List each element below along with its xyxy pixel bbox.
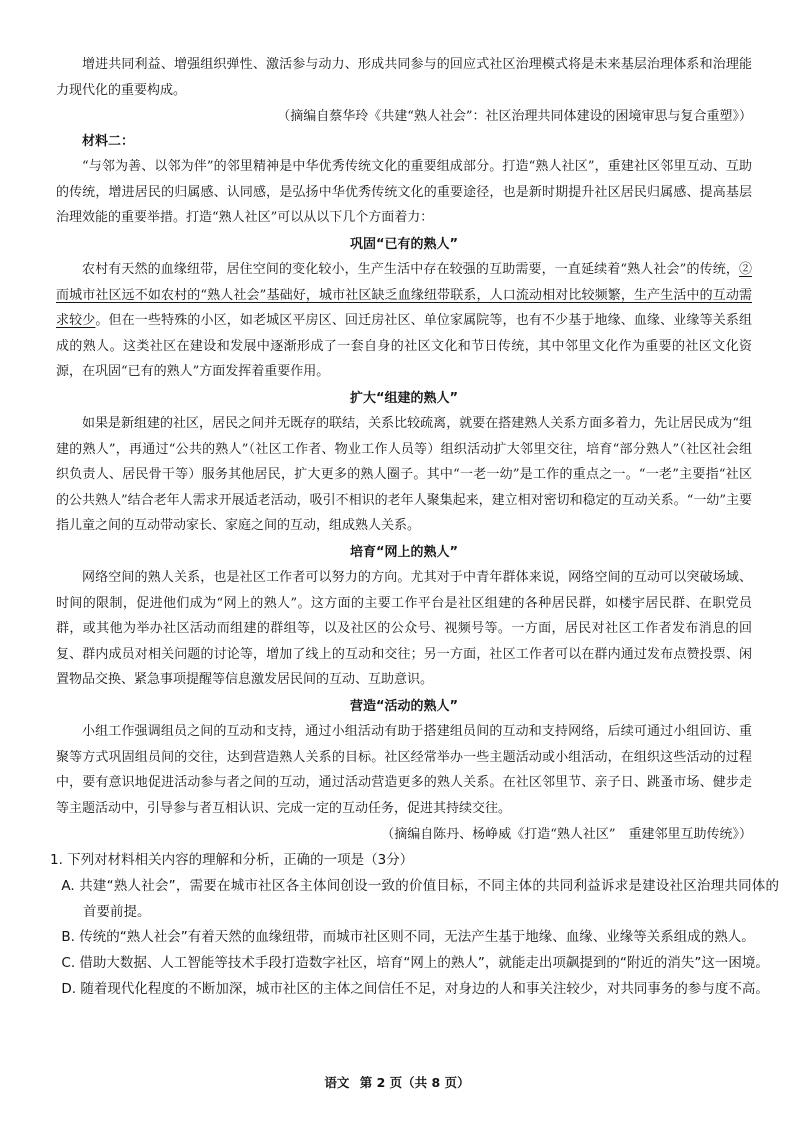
option-d: D. 随着现代化程度的不断加深，城市社区的主体之间信任不足，对身边的人和事关注较少，对共同事务的参与度不高。: [61, 981, 769, 997]
underlined-sentence-2: ②而城市社区远不如农村的“熟人社会”基础好，城市社区缺乏血缘纽带联系，人口流动相对比较频繁，生产生活中的互动需求较少: [56, 262, 752, 328]
question-stem: 1. 下列对材料相关内容的理解和分析，正确的一项是（3分）: [50, 852, 414, 868]
option-b: B. 传统的“熟人社会”有着天然的血缘纽带，而城市社区则不同，无法产生基于地缘、血缘、业缘等关系组成的熟人。: [61, 929, 755, 945]
section-text-existing-a: 农村有天然的血缘纽带，居住空间的变化较小，生产生活中存在较强的互助需要，一直延续着“熟人社会”的传统，: [82, 262, 739, 277]
section-text-existing: [56, 257, 752, 385]
footer-subject: 语文: [324, 1075, 350, 1090]
material2-heading: 材料二：: [82, 134, 135, 149]
material2-paragraph: “与邻为善、以邻为伴”的邻里精神是中华优秀传统文化的重要组成部分。打造“熟人社区”，重建社区邻里互动、互助的传统，增进居民的归属感、认同感，是弘扬中华优秀传统文化的重要途径，也是新时期提升社区居民归属感、提高基层治理效能的重要举措。打造“熟人社区”可以从以下几个方面着力：: [56, 159, 752, 225]
section-title-existing: 巩固“已有的熟人”: [349, 237, 459, 252]
intro-paragraph: 增进共同利益、增强组织弹性、激活参与动力、形成共同参与的回应式社区治理模式将是未来基层治理体系和治理能力现代化的重要构成。: [56, 57, 752, 98]
footer-page-number: 第 2 页（共 8 页）: [359, 1075, 470, 1090]
section-title-organized: 扩大“组建的熟人”: [349, 391, 459, 406]
option-a: A. 共建“熟人社会”，需要在城市社区各主体间创设一致的价值目标，不同主体的共同利益诉求是建设社区治理共同体的首要前提。: [61, 878, 779, 920]
material2-citation: （摘编自陈丹、杨峥威《打造“熟人社区” 重建邻里互助传统》）: [381, 827, 752, 842]
section-text-organized: 如果是新组建的社区，居民之间并无既存的联结，关系比较疏离，就要在搭建熟人关系方面多着力，先让居民成为“组建的熟人”，再通过“公共的熟人”（社区工作者、物业工作人员等）组织活动扩大邻里交往，培育“部分熟人”（社区社会组织负责人、居民骨干等）服务其他居民，扩大更多的熟人圈子。其中“一老一幼”是工作的重点之一。“一老”主要指“社区的公共熟人”结合老年人需求开展适老活动，吸引不相识的老年人聚集起来，建立相对密切和稳定的互动关系。“一幼”主要指儿童之间的互动带动家长、家庭之间的互动，组成熟人关系。: [56, 416, 752, 533]
section-title-online: 培育“网上的熟人”: [349, 545, 459, 560]
section-text-online: 网络空间的熟人关系，也是社区工作者可以努力的方向。尤其对于中青年群体来说，网络空间的互动可以突破场域、时间的限制，促进他们成为“网上的熟人”。这方面的主要工作平台是社区组建的各种居民群，如楼宇居民群、在职党员群，或其他为举办社区活动而组建的群组等，以及社区的公众号、视频号等。一方面，居民对社区工作者发布消息的回复、群内成员对相关问题的讨论等，增加了线上的互动和交往；另一方面，社区工作者可以在群内通过发布点赞投票、闲置物品交换、紧急事项提醒等信息激发居民间的互动、互助意识。: [56, 570, 752, 687]
intro-citation: （摘编自蔡华玲《共建“熟人社会”：社区治理共同体建设的困境审思与复合重塑》）: [277, 109, 752, 124]
page-footer: [0, 1073, 794, 1091]
section-title-activity: 营造“活动的熟人”: [349, 699, 459, 714]
option-c: C. 借助大数据、人工智能等技术手段打造数字社区，培育“网上的熟人”，就能走出项飙提到的“附近的消失”这一困境。: [61, 955, 769, 971]
section-text-activity: 小组工作强调组员之间的互动和支持，通过小组活动有助于搭建组员间的互动和支持网络，后续可通过小组回访、重聚等方式巩固组员间的交往，达到营造熟人关系的目标。社区经常举办一些主题活动或小组活动，在组织这些活动的过程中，要有意识地促进活动参与者之间的互动，通过活动营造更多的熟人关系。在社区邻里节、亲子日、跳蚤市场、健步走等主题活动中，引导参与者互相认识、完成一定的互动任务，促进其持续交往。: [56, 724, 752, 816]
section-text-existing-b: 。但在一些特殊的小区，如老城区平房区、回迁房社区、单位家属院等，也有不少基于地缘、血缘、业缘等关系组成的熟人。这类社区在建设和发展中逐渐形成了一套自身的社区文化和节日传统，其中邻里文化作为重要的社区文化资源，在巩固“已有的熟人”方面发挥着重要作用。: [56, 313, 752, 379]
